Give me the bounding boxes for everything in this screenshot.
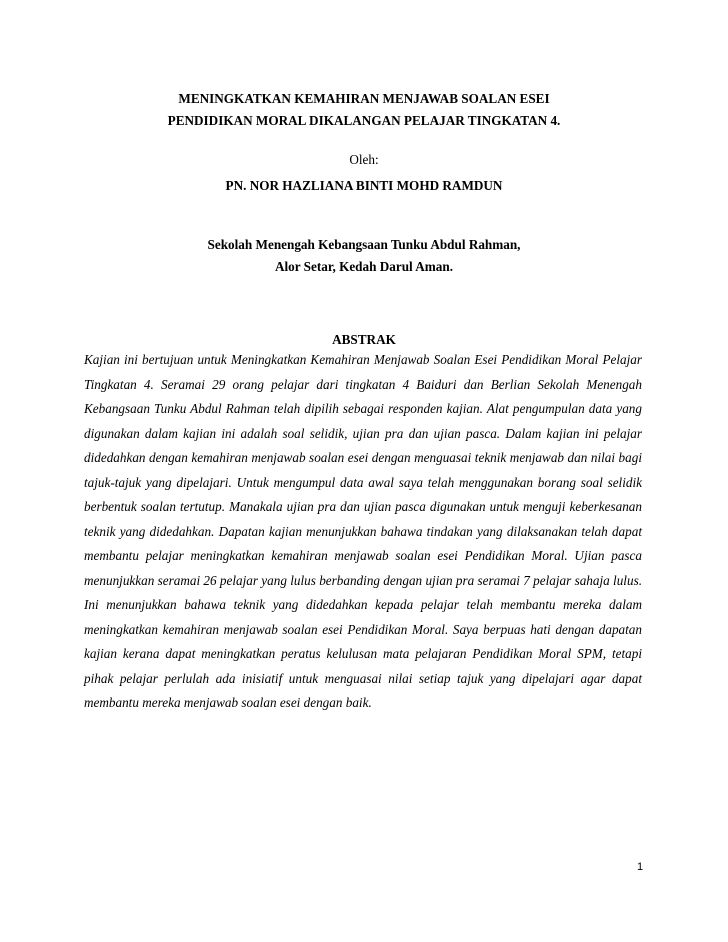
author-name: PN. NOR HAZLIANA BINTI MOHD RAMDUN: [225, 178, 503, 193]
school-line-2: Alor Setar, Kedah Darul Aman.: [274, 259, 454, 274]
abstract-body: Kajian ini bertujuan untuk Meningkatkan Kemahiran Menjawab Soalan Esei Pendidikan Moral Pelajar Tingkatan 4. Seramai 29 orang pelajar dari tingkatan 4 Baiduri dan Berlian Sekolah Menengah Kebangsaan Tunku Abdul Rahman telah dipilih sebagai responden kajian. Alat pengumpulan data yang digunakan dalam kajian ini adalah soal selidik, ujian pra dan ujian pasca. Dalam kajian ini pelajar didedahkan dengan kemahiran menjawab soalan esei dengan menguasai teknik menjawab dan nilai bagi tajuk-tajuk yang dipelajari. Untuk mengumpul data awal saya telah menggunakan borang soal selidik berbentuk soalan tertutup. Manakala ujian pra dan ujian pasca digunakan untuk menguji keberkesanan teknik yang didedahkan. Dapatan kajian menunjukkan bahawa tindakan yang dilaksanakan telah dapat membantu pelajar meningkatkan kemahiran menjawab soalan esei Pendidikan Moral. Ujian pasca menunjukkan seramai 26 pelajar yang lulus berbanding dengan ujian pra seramai 7 pelajar sahaja lulus. Ini menunjukkan bahawa teknik yang didedahkan kepada pelajar telah membantu mereka dalam meningkatkan kemahiran menjawab soalan esei Pendidikan Moral. Saya berpuas hati dengan dapatan kajian kerana dapat meningkatkan peratus kelulusan mata pelajaran Pendidikan Moral SPM, tetapi pihak pelajar perlulah ada inisiatif untuk menguasai nilai setiap tajuk yang dipelajari agar dapat membantu mereka menjawab soalan esei dengan baik.: [84, 352, 642, 710]
title-line-2: PENDIDIKAN MORAL DIKALANGAN PELAJAR TINGKATAN 4.: [167, 113, 561, 128]
document-title: [0, 88, 728, 132]
by-label: Oleh:: [349, 152, 379, 167]
school-affiliation: [0, 234, 728, 278]
page-number: 1: [636, 861, 644, 873]
abstract-heading: ABSTRAK: [332, 332, 396, 347]
title-line-1: MENINGKATKAN KEMAHIRAN MENJAWAB SOALAN ESEI: [178, 91, 550, 106]
school-line-1: Sekolah Menengah Kebangsaan Tunku Abdul Rahman,: [207, 237, 521, 252]
